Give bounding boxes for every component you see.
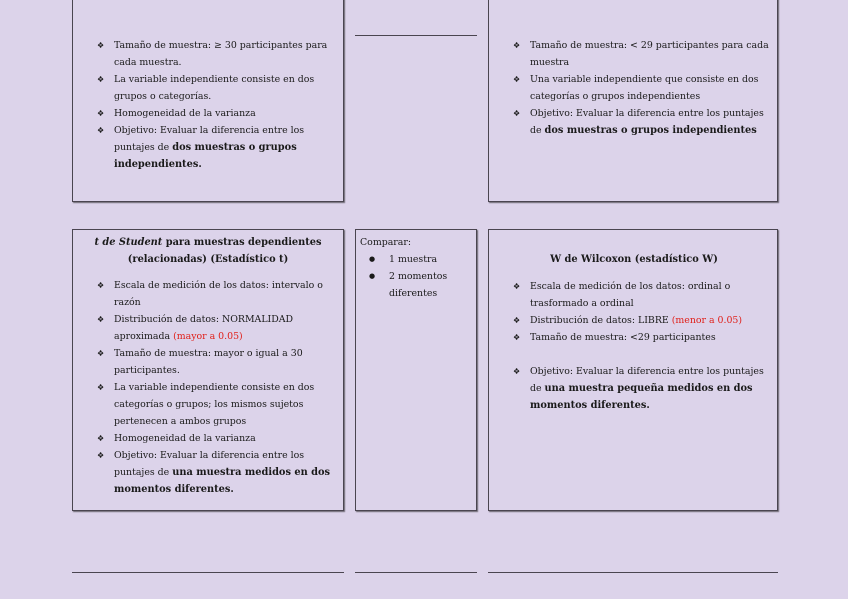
list-item: ❖ Tamaño de muestra: <29 participantes [489, 329, 769, 346]
top-right-list [489, 37, 769, 139]
list-item [73, 311, 335, 345]
objective-emphasis: una muestra medidos en dos momentos diferentes. [114, 467, 331, 495]
top-middle-divider [355, 35, 477, 36]
objective-emphasis: dos muestras o grupos independientes [544, 125, 757, 136]
list-item: ❖ La variable independiente consiste en dos categorías o grupos; los mismos sujetos pertenecen a ambos grupos [73, 379, 335, 430]
compare-heading: Comparar: [360, 237, 412, 248]
list-item [489, 312, 769, 329]
t-student-list [73, 277, 335, 498]
wilcoxon-list [489, 278, 769, 346]
compare-card [355, 229, 477, 511]
title-italic: t de Student [94, 237, 163, 248]
top-left-card [72, 0, 344, 202]
objective-text: Objetivo: Evaluar la diferencia entre los puntajes de [114, 450, 305, 478]
list-item: ❖ Tamaño de muestra: mayor o igual a 30 participantes. [73, 345, 335, 379]
objective-text: Objetivo: Evaluar la diferencia entre los puntajes de [530, 366, 764, 394]
list-item-objective [489, 363, 769, 414]
objective-emphasis: dos muestras o grupos independientes. [114, 142, 297, 170]
card-title [73, 234, 335, 268]
list-item: ❖ Escala de medición de los datos: ordinal o trasformado a ordinal [489, 278, 769, 312]
list-item: ❖ La variable independiente consiste en dos grupos o categorías. [73, 71, 335, 105]
list-item: ❖ Homogeneidad de la varianza [73, 430, 335, 447]
list-item: ❖ Tamaño de muestra: ≥ 30 participantes para cada muestra. [73, 37, 335, 71]
list-item: ❖ Homogeneidad de la varianza [73, 105, 335, 122]
t-student-card [72, 229, 344, 511]
title-rest: para muestras dependientes (relacionadas) (Estadístico t) [127, 237, 322, 265]
top-right-card [488, 0, 778, 202]
wilcoxon-card [488, 229, 778, 511]
list-item: ● 2 momentos diferentes [356, 268, 472, 302]
red-note: (mayor a 0.05) [173, 331, 243, 342]
item-text: Distribución de datos: LIBRE [530, 315, 672, 326]
list-item-objective [73, 447, 335, 498]
objective-text: Objetivo: Evaluar la diferencia entre los puntajes de [114, 125, 305, 153]
list-item: ❖ Una variable independiente que consiste en dos categorías o grupos independientes [489, 71, 769, 105]
compare-list [356, 251, 472, 302]
list-item: ❖ Tamaño de muestra: < 29 participantes para cada muestra [489, 37, 769, 71]
list-item-objective [489, 105, 769, 139]
footer-line-middle [355, 572, 477, 573]
objective-text: Objetivo: Evaluar la diferencia entre los puntajes de [530, 108, 764, 136]
list-item: ❖ Escala de medición de los datos: intervalo o razón [73, 277, 335, 311]
card-title: W de Wilcoxon (estadístico W) [550, 254, 718, 265]
red-note: (menor a 0.05) [671, 315, 743, 326]
objective-emphasis: una muestra pequeña medidos en dos momentos diferentes. [530, 383, 753, 411]
list-item-objective [73, 122, 335, 173]
wilcoxon-objective-list [489, 363, 769, 414]
footer-line-left [72, 572, 344, 573]
top-left-list [73, 37, 335, 173]
footer-line-right [488, 572, 778, 573]
list-item: ● 1 muestra [356, 251, 472, 268]
item-text: Distribución de datos: NORMALIDAD aproximada [114, 314, 294, 342]
